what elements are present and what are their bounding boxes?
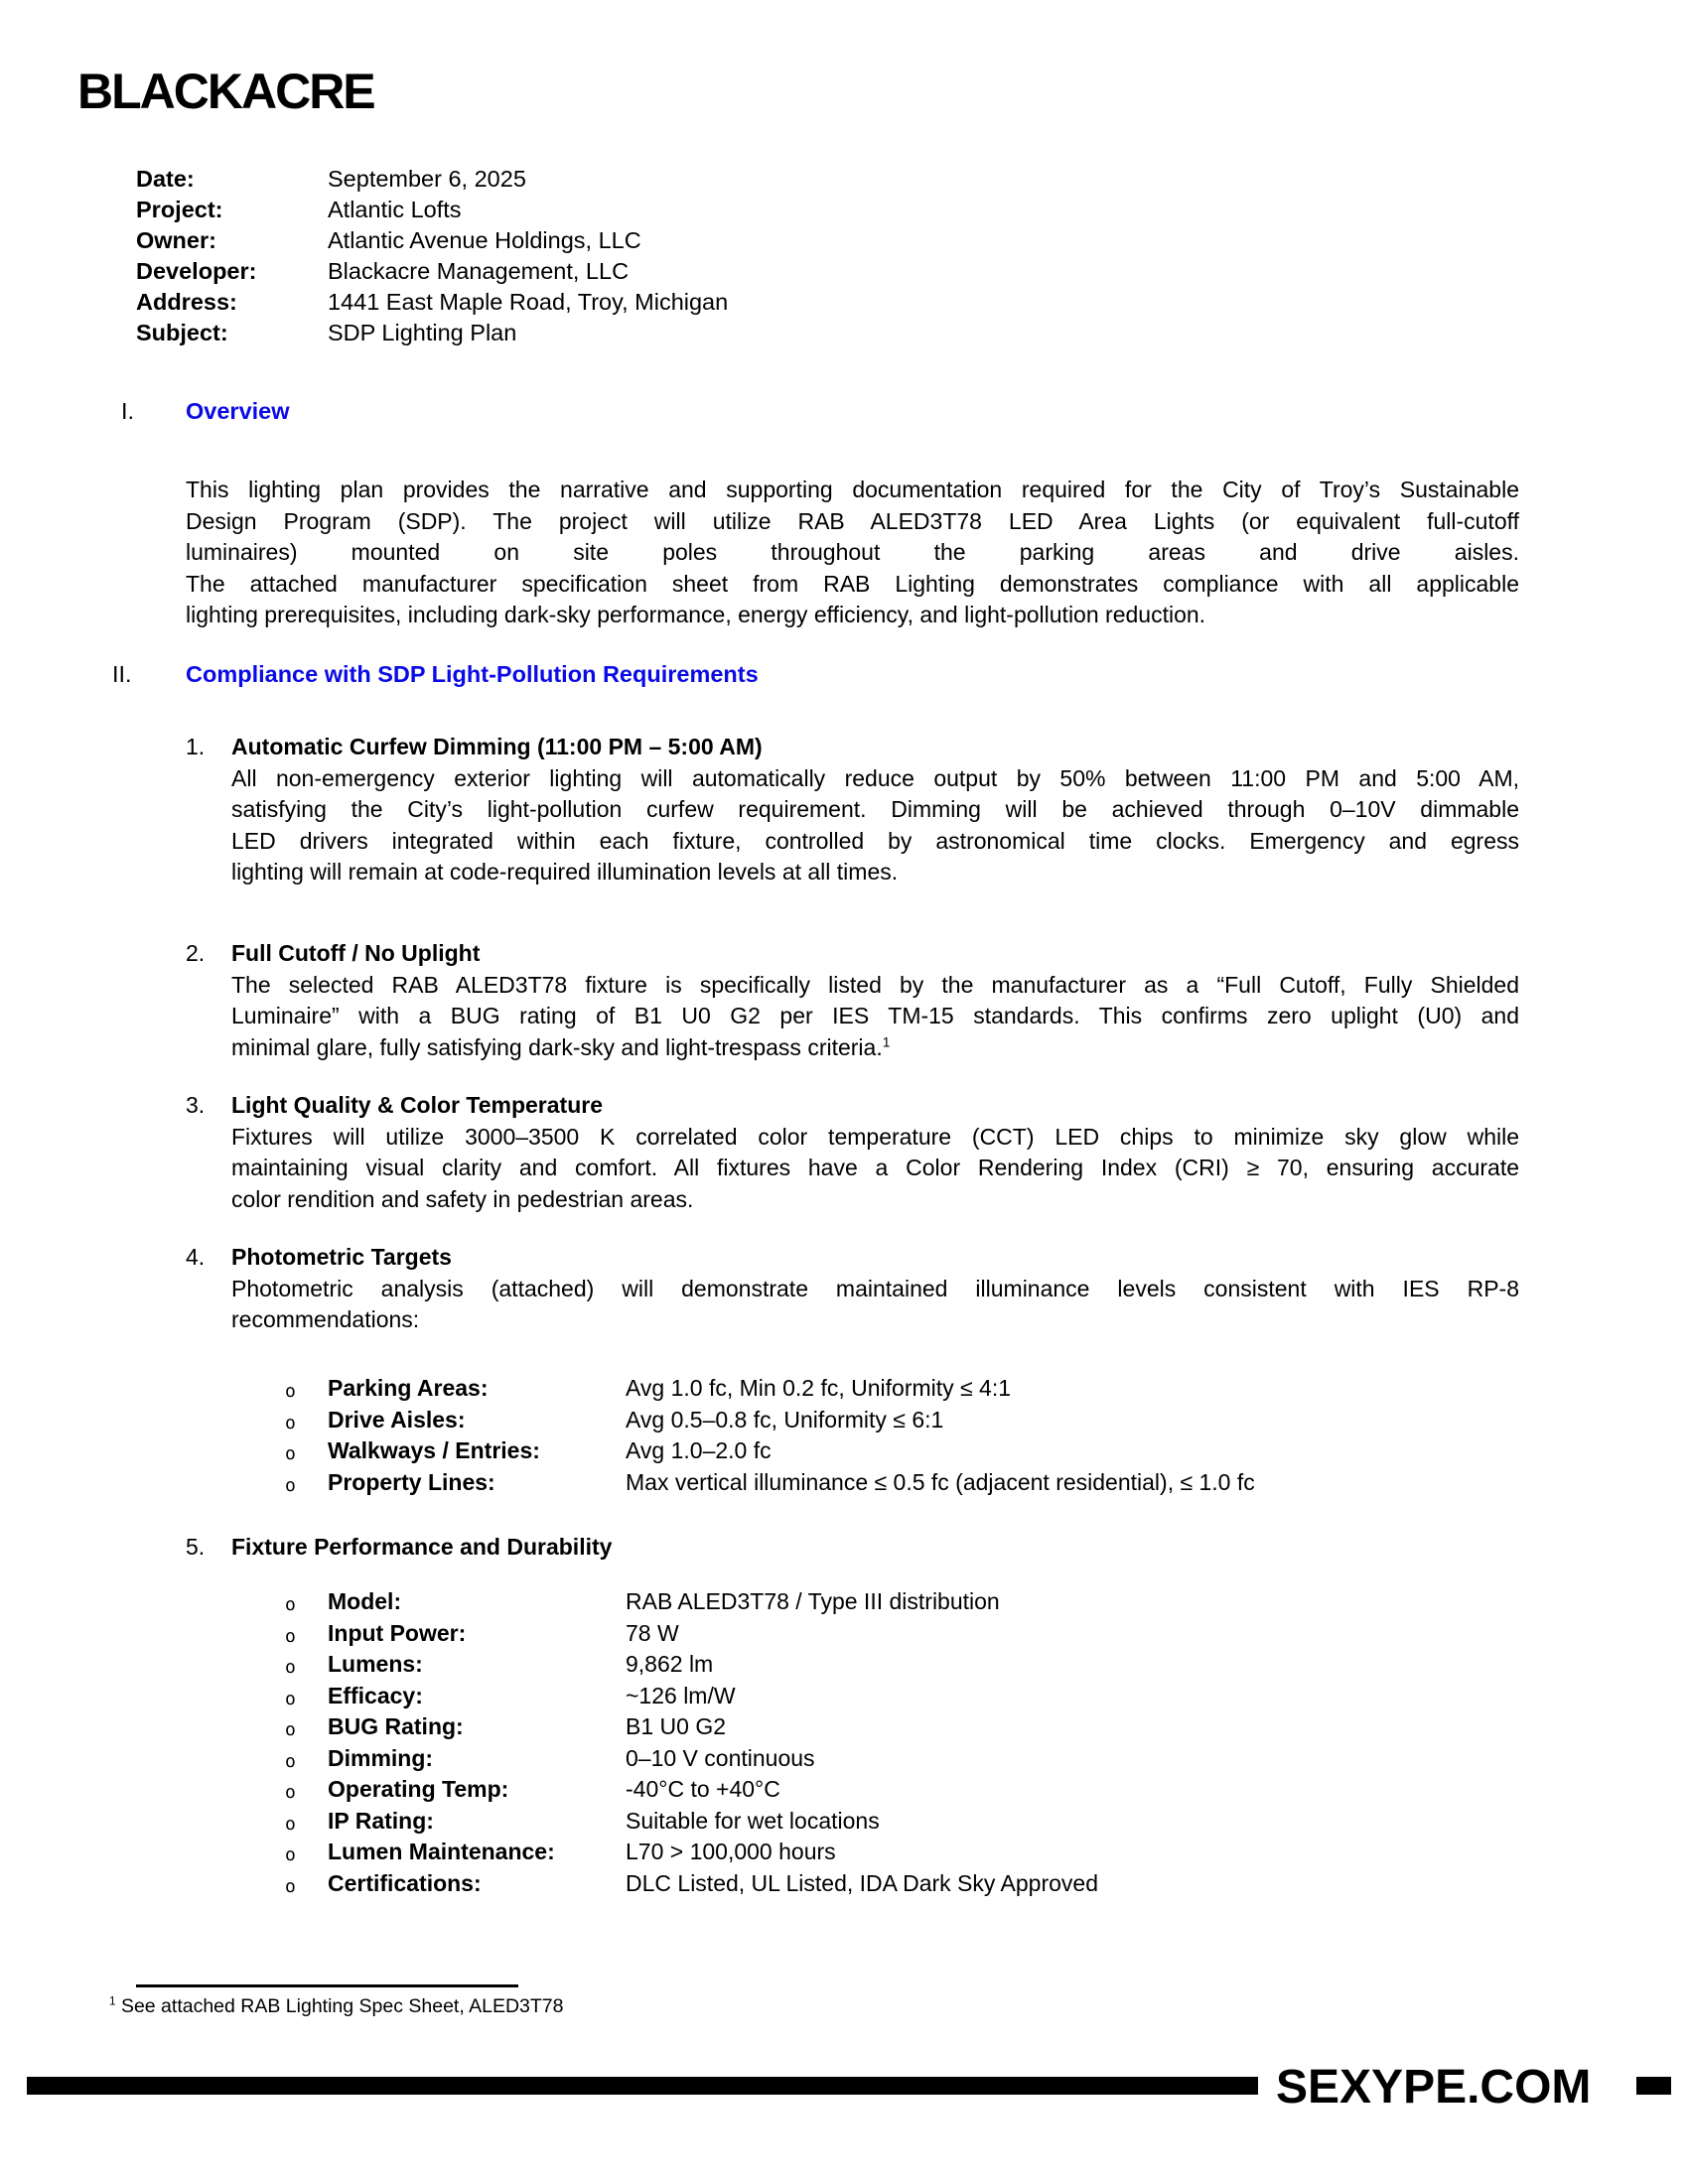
compliance-item-5 xyxy=(186,1532,1519,1564)
meta-label: Developer: xyxy=(136,258,257,284)
list-item xyxy=(0,1405,1688,1436)
spec-label: Certifications: xyxy=(328,1869,482,1896)
spec-label: Parking Areas: xyxy=(328,1375,489,1401)
paragraph-line xyxy=(231,1032,1519,1064)
meta-label: Owner: xyxy=(136,227,216,253)
meta-row-developer xyxy=(136,256,728,287)
item-title: Full Cutoff / No Uplight xyxy=(231,940,481,966)
spec-value: Suitable for wet locations xyxy=(626,1807,880,1834)
spec-value: 78 W xyxy=(626,1619,679,1646)
bullet-icon: o xyxy=(285,1657,296,1678)
spec-value: Avg 1.0 fc, Min 0.2 fc, Uniformity ≤ 4:1 xyxy=(626,1375,1012,1401)
spec-label: Input Power: xyxy=(328,1619,467,1646)
item-number: 5. xyxy=(186,1534,206,1560)
meta-row-date xyxy=(136,164,728,195)
spec-label: Drive Aisles: xyxy=(328,1406,466,1433)
spec-label: Operating Temp: xyxy=(328,1776,509,1802)
bullet-icon: o xyxy=(285,1750,296,1772)
letterhead-logo-text: BLACKACRE xyxy=(77,64,374,119)
item-title: Fixture Performance and Durability xyxy=(231,1534,613,1560)
item-number: 2. xyxy=(186,940,206,966)
item-title: Automatic Curfew Dimming (11:00 PM – 5:00 AM) xyxy=(231,734,763,759)
paragraph-line: recommendations: xyxy=(231,1306,420,1332)
paragraph-line: The attached manufacturer specification sheet from RAB Lighting demonstrates compliance with all applicable xyxy=(186,570,1519,597)
meta-value: SDP Lighting Plan xyxy=(328,320,517,345)
spec-value: 0–10 V continuous xyxy=(626,1744,815,1771)
footnote-number: 1 xyxy=(109,1994,116,2008)
footer-bar-right xyxy=(1636,2077,1671,2095)
letterhead-logo xyxy=(77,64,374,119)
spec-value: RAB ALED3T78 / Type III distribution xyxy=(626,1588,1000,1614)
paragraph-line: Design Program (SDP). The project will utilize RAB ALED3T78 LED Area Lights (or equivalent full-cutoff xyxy=(186,507,1519,534)
meta-value: 1441 East Maple Road, Troy, Michigan xyxy=(328,289,729,315)
paragraph-line: lighting prerequisites, including dark-sky performance, energy efficiency, and light-pollution reduction. xyxy=(186,602,1206,627)
bullet-icon: o xyxy=(285,1782,296,1803)
paragraph-line: The selected RAB ALED3T78 fixture is specifically listed by the manufacturer as a “Full Cutoff, Fully Shielded xyxy=(231,971,1519,998)
memo-metadata xyxy=(136,164,728,348)
bullet-icon: o xyxy=(285,1625,296,1647)
section-title: Compliance with SDP Light-Pollution Requirements xyxy=(186,661,759,687)
bullet-icon: o xyxy=(285,1474,296,1496)
item-body xyxy=(231,1532,1519,1564)
spec-label: BUG Rating: xyxy=(328,1713,464,1739)
meta-row-owner xyxy=(136,225,728,256)
item-title: Light Quality & Color Temperature xyxy=(231,1092,603,1118)
paragraph-line: Photometric analysis (attached) will demonstrate maintained illuminance levels consistent with IES RP-8 xyxy=(231,1275,1519,1301)
item-number: 4. xyxy=(186,1244,206,1270)
compliance-item-4 xyxy=(186,1242,1519,1336)
compliance-item-1 xyxy=(186,732,1519,888)
meta-label: Project: xyxy=(136,197,223,222)
paragraph-line-text: minimal glare, fully satisfying dark-sky and light-trespass criteria. xyxy=(231,1033,883,1060)
item-body xyxy=(231,1242,1519,1336)
footnote xyxy=(109,1993,564,2019)
list-item xyxy=(0,1435,1688,1467)
list-item xyxy=(0,1774,1688,1806)
paragraph-line: maintaining visual clarity and comfort. All fixtures have a Color Rendering Index (CRI) ≥ 70, ensuring accurate xyxy=(231,1155,1519,1180)
meta-value: Blackacre Management, LLC xyxy=(328,258,630,284)
bullet-icon: o xyxy=(285,1381,296,1402)
list-item xyxy=(0,1743,1688,1775)
paragraph-line: Luminaire” with a BUG rating of B1 U0 G2 per IES TM-15 standards. This confirms zero uplight (U0) and xyxy=(231,1003,1519,1028)
paragraph-line: lighting will remain at code-required illumination levels at all times. xyxy=(231,859,899,885)
list-item xyxy=(0,1586,1688,1618)
paragraph-line: This lighting plan provides the narrative and supporting documentation required for the City of Troy’s Sustainable xyxy=(186,477,1519,502)
spec-value: Max vertical illuminance ≤ 0.5 fc (adjacent residential), ≤ 1.0 fc xyxy=(626,1468,1255,1495)
meta-row-project xyxy=(136,195,728,225)
spec-value: DLC Listed, UL Listed, IDA Dark Sky Approved xyxy=(626,1869,1098,1896)
bullet-icon: o xyxy=(285,1443,296,1464)
paragraph-line: LED drivers integrated within each fixture, controlled by astronomical time clocks. Emergency and egress xyxy=(231,827,1519,854)
spec-label: Walkways / Entries: xyxy=(328,1437,540,1463)
spec-label: Efficacy: xyxy=(328,1682,423,1708)
overview-paragraph xyxy=(186,475,1519,631)
item-number: 1. xyxy=(186,734,206,759)
list-item xyxy=(0,1649,1688,1681)
meta-value: September 6, 2025 xyxy=(328,166,526,192)
spec-label: Model: xyxy=(328,1588,402,1614)
paragraph-line: All non-emergency exterior lighting will automatically reduce output by 50% between 11:00 PM and 5:00 AM, xyxy=(231,764,1519,791)
meta-value: Atlantic Lofts xyxy=(328,197,462,222)
spec-value: 9,862 lm xyxy=(626,1651,714,1677)
section-numeral: II. xyxy=(112,661,132,687)
spec-label: IP Rating: xyxy=(328,1807,434,1834)
paragraph-line: satisfying the City’s light-pollution curfew requirement. Dimming will be achieved through 0–10V dimmable xyxy=(231,796,1519,822)
list-item xyxy=(0,1467,1688,1499)
list-item xyxy=(0,1868,1688,1900)
spec-value: -40°C to +40°C xyxy=(626,1776,780,1802)
photometric-targets-list xyxy=(0,1373,1688,1498)
meta-row-address xyxy=(136,287,728,318)
list-item xyxy=(0,1681,1688,1712)
bullet-icon: o xyxy=(285,1594,296,1615)
bullet-icon: o xyxy=(285,1412,296,1433)
bullet-icon: o xyxy=(285,1844,296,1865)
compliance-item-3 xyxy=(186,1090,1519,1215)
item-body xyxy=(231,732,1519,888)
page-footer xyxy=(0,2061,1688,2114)
spec-value: B1 U0 G2 xyxy=(626,1713,726,1739)
bullet-icon: o xyxy=(285,1688,296,1709)
meta-value: Atlantic Avenue Holdings, LLC xyxy=(328,227,641,253)
footer-bar-left xyxy=(27,2077,1258,2095)
meta-label: Subject: xyxy=(136,320,228,345)
paragraph-line: color rendition and safety in pedestrian areas. xyxy=(231,1185,694,1212)
meta-label: Address: xyxy=(136,289,237,315)
bullet-icon: o xyxy=(285,1813,296,1835)
meta-row-subject xyxy=(136,318,728,348)
footnote-separator xyxy=(136,1984,518,1987)
meta-label: Date: xyxy=(136,166,195,192)
paragraph-line: luminaires) mounted on site poles throughout the parking areas and drive aisles. xyxy=(186,539,1519,565)
bullet-icon: o xyxy=(285,1875,296,1897)
list-item xyxy=(0,1837,1688,1868)
spec-label: Dimming: xyxy=(328,1744,434,1771)
spec-label: Lumens: xyxy=(328,1651,423,1677)
spec-value: Avg 1.0–2.0 fc xyxy=(626,1437,772,1463)
spec-label: Lumen Maintenance: xyxy=(328,1839,555,1864)
item-number: 3. xyxy=(186,1092,206,1118)
list-item xyxy=(0,1806,1688,1838)
item-title: Photometric Targets xyxy=(231,1244,452,1270)
spec-value: L70 > 100,000 hours xyxy=(626,1839,836,1864)
spec-value: Avg 0.5–0.8 fc, Uniformity ≤ 6:1 xyxy=(626,1406,944,1433)
bullet-icon: o xyxy=(285,1719,296,1740)
spec-value: ~126 lm/W xyxy=(626,1682,736,1708)
footnote-reference: 1 xyxy=(882,1033,891,1049)
section-numeral: I. xyxy=(121,398,135,424)
list-item xyxy=(0,1618,1688,1650)
spec-label: Property Lines: xyxy=(328,1468,495,1495)
item-body xyxy=(231,1090,1519,1215)
list-item xyxy=(0,1373,1688,1405)
section-title: Overview xyxy=(186,398,290,424)
footer-brand-text: SEXYPE.COM xyxy=(1276,2061,1592,2114)
list-item xyxy=(0,1711,1688,1743)
fixture-specs-list xyxy=(0,1586,1688,1899)
item-body xyxy=(231,938,1519,1063)
compliance-item-2 xyxy=(186,938,1519,1063)
footnote-text: See attached RAB Lighting Spec Sheet, ALED3T78 xyxy=(120,1995,564,2017)
paragraph-line: Fixtures will utilize 3000–3500 K correlated color temperature (CCT) LED chips to minimize sky glow while xyxy=(231,1123,1519,1150)
